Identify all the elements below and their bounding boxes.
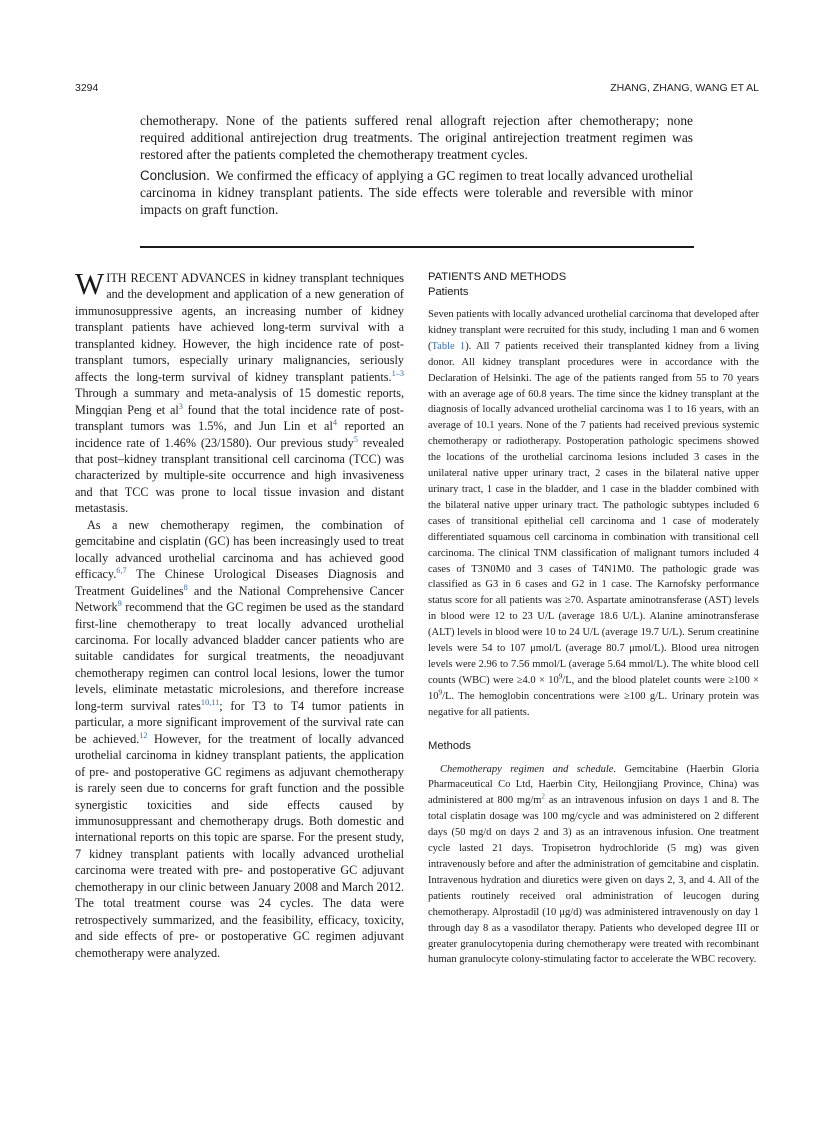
citation-link[interactable]: 1–3 <box>391 368 404 378</box>
patients-heading: Patients <box>428 286 469 298</box>
citation-link[interactable]: 5 <box>353 434 358 444</box>
intro-text: reported an incidence rate of 1.46% (23/1580). Our previous study <box>75 419 404 450</box>
citation-link[interactable]: 3 <box>178 401 183 411</box>
section-heading: PATIENTS AND METHODS <box>428 271 567 283</box>
citation-link[interactable]: 12 <box>139 730 148 740</box>
regimen-paragraph <box>428 762 759 969</box>
intro-text: As a new chemotherapy regimen, the combination of gemcitabine and cisplatin (GC) has been increasingly used to treat locally advanced urothelial carcinoma and has achieved good efficacy. <box>75 517 404 582</box>
patients-text: Seven patients with locally advanced urothelial carcinoma that developed after kidney transplant were recruited for this study, including 1 man and 6 women ( <box>428 309 759 352</box>
intro-text: The Chinese Urological Diseases Diagnosis and Treatment Guidelines <box>75 567 404 598</box>
patients-text: /L. The hemoglobin concentrations were ≥100 g/L. Urinary protein was negative for all patients. <box>428 690 759 718</box>
citation-link[interactable]: 10,11 <box>200 697 220 707</box>
conclusion-label: Conclusion. <box>140 167 210 183</box>
patients-text: /L, and the blood platelet counts were ≥100 × 10 <box>428 674 759 702</box>
methods-column <box>428 270 759 968</box>
abstract-block <box>140 112 693 218</box>
intro-text: ITH RECENT ADVANCES in kidney transplant techniques and the development and application of a new generation of immunosuppressive agents, an increasing number of kidney transplant patients have achieved long-term survival with a transplanted kidney. However, the high incidence rate of post-transplant tumors, especially urinary malignancies, seriously affects the long-term survival of kidney transplant patients. <box>75 271 404 384</box>
intro-text: found that the total incidence rate of post-transplant tumors was 1.5%, and Jun Lin et al <box>75 402 404 434</box>
methods-heading: Methods <box>428 739 471 752</box>
intro-text: revealed that post–kidney transplant transitional cell carcinoma (TCC) was characterized by multiple-site occurrence and high invasiveness and that TCC was prone to local tissue invasion and distant metastasis. <box>75 435 404 516</box>
citation-link[interactable]: 4 <box>332 418 337 428</box>
abstract-divider <box>140 246 694 248</box>
citation-link[interactable]: 9 <box>117 599 122 608</box>
running-head: ZHANG, ZHANG, WANG ET AL <box>610 82 759 94</box>
intro-text: and the National Comprehensive Cancer Network <box>75 583 404 615</box>
abstract-continuation: chemotherapy. None of the patients suffered renal allograft rejection after chemotherapy; none required additional antirejection drug treatments. The original antirejection treatment regimen was restored after the patients completed the chemotherapy treatment cycles. <box>140 113 693 163</box>
intro-paragraph-2 <box>75 517 404 961</box>
intro-text: recommend that the GC regimen be used as the standard first-line chemotherapy to treat locally advanced urothelial carcinoma. For locally advanced bladder cancer patients who are suitable candidates for surgical treatments, the neoadjuvant chemotherapy regimen can control local lesions, lower the tumor levels, eliminate metastatic microlesions, and therefore increase long-term survival rates <box>75 600 404 713</box>
drop-cap: W <box>75 266 105 301</box>
intro-text: However, for the treatment of locally advanced urothelial carcinoma in kidney transplant patients, the application of pre- and postoperative GC regimens as adjuvant chemotherapy is rarely seen due to concerns for graft function and the possible synergistic toxicities and side effects caused by immunosuppressant and chemotherapy drugs. Both domestic and international reports on this topic are sparse. For the present study, 7 kidney transplant patients with locally advanced urothelial carcinoma were treated with pre- and postoperative GC adjuvant chemotherapy in our clinic between January 2008 and March 2012. The total treatment course was 24 cycles. The data were retrospectively summarized, and the feasibility, efficacy, toxicity, and side effects of pre- or postoperative GC regimen adjuvant chemotherapy were analyzed. <box>75 731 404 960</box>
page-number: 3294 <box>75 82 99 94</box>
intro-paragraph-1 <box>75 266 404 517</box>
patients-paragraph <box>428 307 759 721</box>
introduction-column <box>75 266 404 961</box>
table-link[interactable]: Table 1 <box>431 340 466 352</box>
exponent: 9 <box>558 672 563 681</box>
regimen-text: Gemcitabine (Haerbin Gloria Pharmaceutical Co Ltd, Haerbin City, Heilongjiang Province, China) was administered at 800 mg/m <box>428 763 759 807</box>
conclusion-text: We confirmed the efficacy of applying a GC regimen to treat locally advanced urothelial carcinoma in kidney transplant patients. The side effects were tolerable and reversible with minor impacts on graft function. <box>140 167 693 218</box>
regimen-label: Chemotherapy regimen and schedule. <box>440 763 617 775</box>
intro-text: Through a summary and meta-analysis of 15 domestic reports, Mingqian Peng et al <box>75 386 404 417</box>
intro-text: ; for T3 to T4 tumor patients in particular, a more significant improvement of the survival rate can be achieved. <box>75 698 404 746</box>
abstract-conclusion <box>140 167 693 219</box>
regimen-text: as an intravenous infusion on days 1 and 8. The total cisplatin dosage was 100 mg/cycle and was administered on 2 different days (50 mg/d on days 2 and 3) as an intravenous infusion. One treatment cycle lasted 21 days. Tropisetron hydrochloride (5 mg) was given intravenously before and after the administration of gemcitabine and cisplatin. Intravenous hydration and diuretics were given on days 2, 3, and 4. All of the patients routinely received oral administration of leucogen during chemotherapy. Alprostadil (10 μg/d) was administered intravenously on day 1 through day 8 as a vasodilator therapy. Patients who developed degree III or greater granulocytopenia during chemotherapy were treated with recombinant human granulocyte colony-stimulating factor to accelerate the WBC recovery. <box>428 795 759 966</box>
exponent: 2 <box>541 792 545 801</box>
exponent: 9 <box>438 688 443 697</box>
citation-link[interactable]: 8 <box>183 582 188 592</box>
citation-link[interactable]: 6,7 <box>116 566 127 576</box>
patients-text: ). All 7 patients received their transplanted kidney from a living donor. All kidney transplant procedures were in accordance with the Declaration of Helsinki. The age of the patients ranged from 55 to 70 years with an average age of 60.8 years. The time since the kidney transplant at the diagnosis of locally advanced urothelial carcinoma was 1 to 16 years, with an average of 10.1 years. None of the 7 patients had received previous systemic chemotherapy or radiotherapy. Postoperation pathologic specimens showed the locations of the urothelial carcinoma lesions included 3 cases in the unilateral native upper urinary tract, 2 cases in the bilateral native upper urinary tract, 1 case in the bladder, and 1 case in the bladder combined with the bilateral native upper urinary tract. The pathologic subtypes included 6 cases of transitional epithelial cell carcinoma and 1 case of moderately differentiated squamous cell carcinoma in combination with transitional cell carcinoma. The clinical TNM classification of malignant tumors included 4 cases of T3N0M0 and 3 cases of T4N1M0. The pathologic grade was classified as G3 in 6 cases and G2 in 1 case. The Karnofsky performance status score for all patients was ≥70. Aspartate aminotransferase (AST) levels in blood were 12 to 23 U/L (average 18.6 U/L). Alanine aminotransferase (ALT) levels in blood were 10 to 24 U/L (average 19.7 U/L). Serum creatinine levels were 54 to 107 μmol/L (average 80.7 μmol/L). Blood urea nitrogen levels were 2.96 to 7.56 mmol/L (average 5.64 mmol/L). The white blood cell counts (WBC) were ≥4.0 × 10 <box>428 340 759 686</box>
